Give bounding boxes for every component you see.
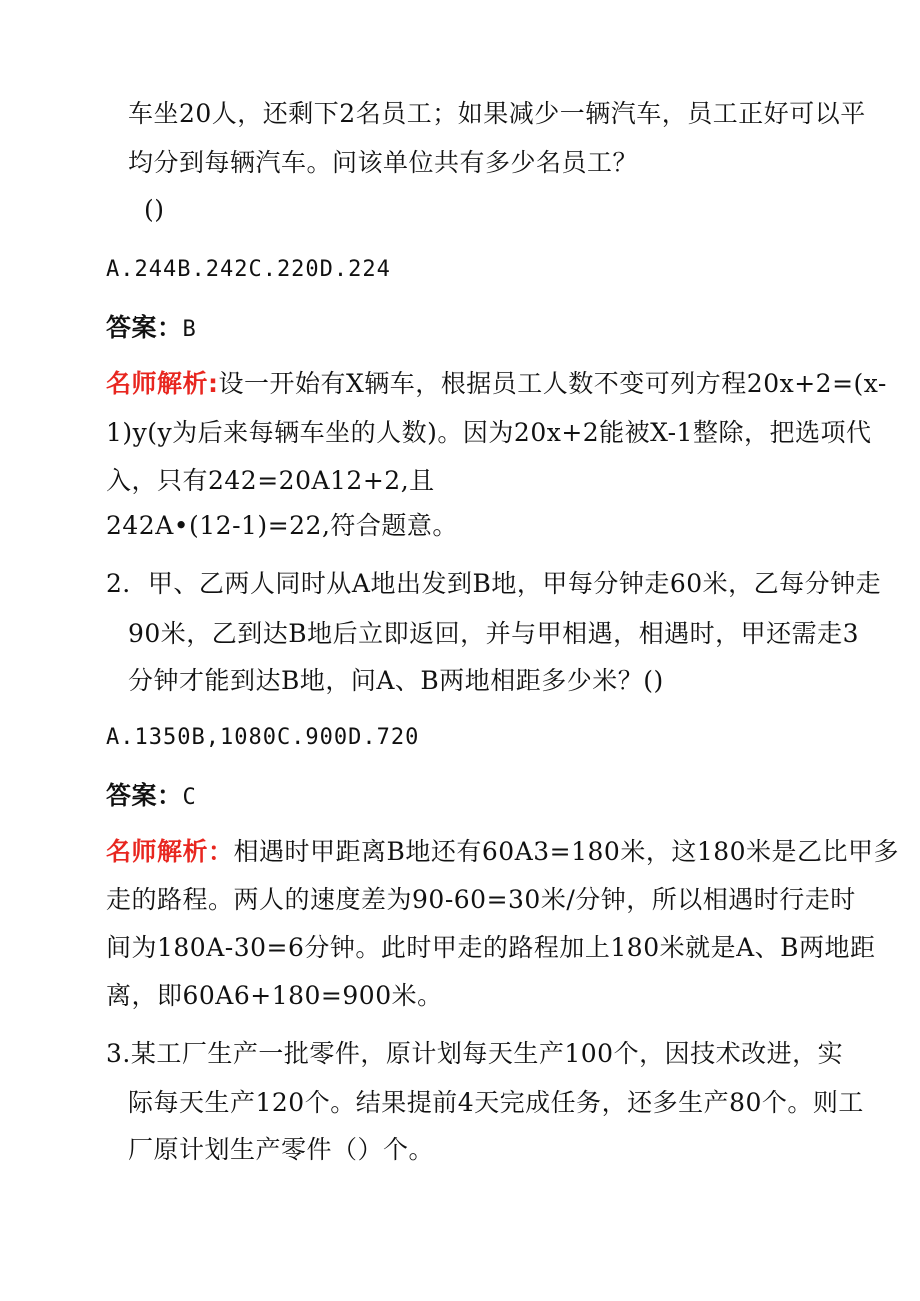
q3-text-line-2: 际每天生产120个。结果提前4天完成任务，还多生产80个。则工 <box>128 1088 864 1117</box>
q1-analysis-line-3: 入，只有242=20A12+2,且 <box>106 466 435 495</box>
analysis-text: 设一开始有X辆车，根据员工人数不变可列方程20x+2=(x- <box>218 369 887 398</box>
q1-answer-blank: () <box>144 195 165 224</box>
q1-text-line-1: 车坐20人，还剩下2名员工；如果减少一辆汽车，员工正好可以平 <box>128 99 866 128</box>
q2-analysis-line-2: 走的路程。两人的速度差为90-60=30米/分钟，所以相遇时行走时 <box>106 885 856 914</box>
q1-analysis-line-1 <box>106 366 887 402</box>
q1-analysis-line-4: 242A•(12-1)=22,符合题意。 <box>106 511 458 540</box>
q1-answer <box>106 310 197 348</box>
q2-analysis-line-4: 离，即60A6+180=900米。 <box>106 981 443 1010</box>
answer-value: B <box>182 317 197 342</box>
answer-label: 答案： <box>106 313 183 342</box>
q2-text-line-1: 2．甲、乙两人同时从A地出发到B地，甲每分钟走60米，乙每分钟走 <box>106 569 882 598</box>
analysis-label: 名师解析： <box>106 837 234 866</box>
q2-text-line-2: 90米，乙到达B地后立即返回，并与甲相遇，相遇时，甲还需走3 <box>128 619 860 648</box>
q2-text-line-3: 分钟才能到达B地，问A、B两地相距多少米？() <box>128 666 664 695</box>
q2-analysis-line-3: 间为180A-30=6分钟。此时甲走的路程加上180米就是A、B两地距 <box>106 933 876 962</box>
analysis-text: 相遇时甲距离B地还有60A3=180米，这180米是乙比甲多 <box>233 837 900 866</box>
q3-text-line-1: 3.某工厂生产一批零件，原计划每天生产100个，因技术改进，实 <box>106 1039 844 1068</box>
answer-label: 答案： <box>106 781 183 810</box>
analysis-label: 名师解析: <box>106 369 219 398</box>
answer-value: C <box>182 785 197 810</box>
q1-analysis-line-2: 1)y(y为后来每辆车坐的人数)。因为20x+2能被X-1整除，把选项代 <box>106 418 872 447</box>
q3-text-line-3: 厂原计划生产零件（）个。 <box>128 1135 435 1164</box>
q2-options: A.1350B,1080C.900D.720 <box>106 725 420 750</box>
q1-text-line-2: 均分到每辆汽车。问该单位共有多少名员工？ <box>128 148 639 177</box>
q1-options: A.244B.242C.220D.224 <box>106 257 391 282</box>
q2-analysis-line-1 <box>106 834 899 870</box>
q2-answer <box>106 778 197 816</box>
